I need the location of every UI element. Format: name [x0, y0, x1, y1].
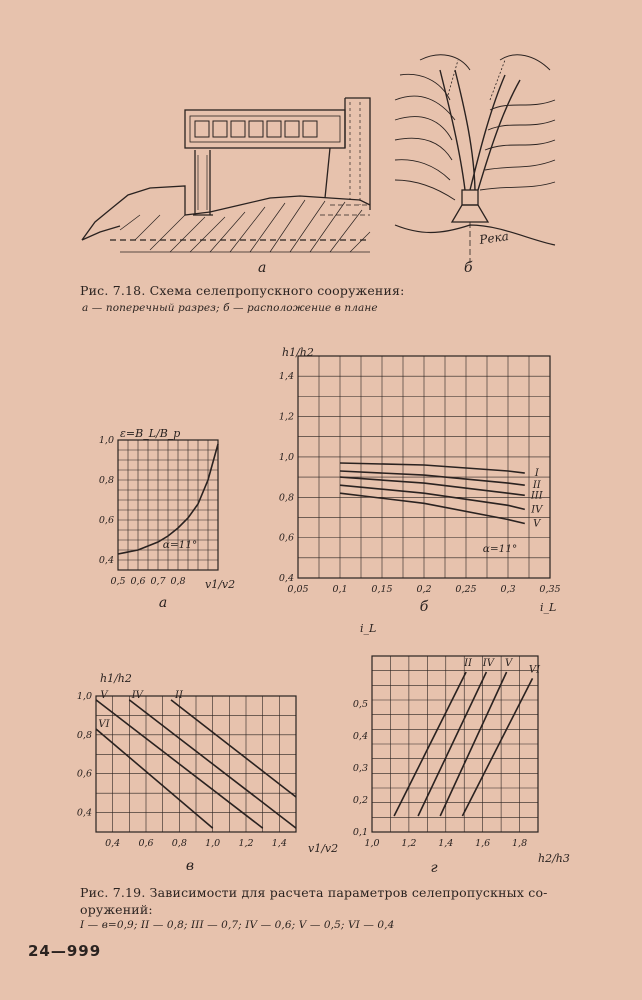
y-axis-label: h1/h2 — [100, 672, 132, 685]
y-tick-label: 0,2 — [352, 795, 368, 806]
figure-719-caption-title: Рис. 7.19. Зависимости для расчета параметров селепропускных со- — [80, 885, 548, 900]
y-axis-label: ε=B_L/B_p — [120, 427, 181, 440]
series-line-V — [340, 493, 525, 523]
y-tick-label: 0,3 — [352, 763, 368, 774]
series-label-II: II — [532, 480, 541, 492]
y-tick-label: 0,4 — [76, 807, 92, 819]
x-tick-label: 1,0 — [364, 838, 380, 849]
figure-719-caption-title-2: оружений: — [80, 902, 153, 917]
y-tick-label: 0,6 — [76, 768, 92, 780]
x-tick-label: 0,3 — [500, 584, 516, 595]
x-tick-label: 0,2 — [416, 584, 432, 595]
y-tick-label: 1,0 — [98, 435, 114, 446]
y-tick-label: 0,4 — [98, 555, 114, 566]
y-tick-label: 0,4 — [278, 573, 294, 584]
figure-718-caption-title: Рис. 7.18. Схема селепропускного сооружения: — [80, 283, 405, 298]
x-tick-label: 0,6 — [130, 576, 146, 587]
series-line-III — [340, 477, 525, 495]
x-tick-label: 1,6 — [475, 838, 491, 849]
x-tick-label: 0,1 — [332, 584, 348, 595]
series-label-V: V — [505, 658, 513, 669]
y-tick-label: 1,4 — [278, 371, 294, 383]
chart-sublabel: г — [430, 860, 438, 876]
y-axis-label: h1/h2 — [282, 346, 314, 359]
series-label-I: I — [534, 468, 539, 480]
chart-sublabel: а — [158, 595, 168, 611]
x-tick-label: 0,35 — [539, 584, 561, 595]
chart-g — [353, 622, 570, 876]
chart-annotation: α=11° — [162, 539, 198, 551]
x-tick-label: 1,2 — [238, 838, 254, 849]
x-tick-label: 0,05 — [287, 584, 309, 595]
y-tick-label: 0,8 — [76, 729, 92, 741]
x-tick-label: 1,8 — [512, 838, 528, 849]
x-axis-label: i_L — [540, 601, 557, 614]
series-label-VI: VI — [98, 719, 110, 731]
x-tick-label: 0,5 — [110, 576, 126, 587]
chart-v — [77, 672, 338, 874]
y-tick-label: 1,0 — [278, 451, 294, 463]
x-axis-label: v1/v2 — [308, 842, 339, 855]
chart-a — [99, 427, 235, 611]
series-label-IV: IV — [131, 689, 143, 701]
y-tick-label: 0,8 — [278, 492, 294, 504]
y-tick-label: 1,2 — [278, 411, 294, 423]
x-tick-label: 1,2 — [401, 838, 417, 849]
x-tick-label: 1,4 — [271, 838, 287, 849]
series-label-II: II — [175, 689, 183, 701]
x-axis-label: v1/v2 — [205, 578, 236, 591]
x-tick-label: 1,4 — [438, 838, 454, 849]
y-tick-label: 0,1 — [352, 827, 368, 838]
y-axis-label: i_L — [360, 622, 377, 635]
chart-sublabel: в — [185, 858, 195, 874]
x-tick-label: 0,8 — [171, 838, 187, 849]
y-tick-label: 0,6 — [278, 532, 294, 544]
x-tick-label: 0,8 — [170, 576, 186, 587]
x-tick-label: 1,0 — [205, 838, 221, 849]
chart-sublabel: б — [419, 599, 429, 615]
x-tick-label: 0,15 — [371, 584, 393, 595]
series-label-III: III — [530, 490, 543, 502]
series-label-V: V — [100, 689, 108, 701]
figure-718-caption-legend: а — поперечный разрез; б — расположение в плане — [82, 302, 378, 314]
series-label-VI: VI — [528, 664, 541, 676]
series-label-II: II — [464, 658, 473, 669]
y-tick-label: 0,4 — [352, 731, 368, 742]
x-tick-label: 0,7 — [150, 576, 166, 587]
figure-719-caption-legend: I — в=0,9; II — 0,8; III — 0,7; IV — 0,6; V — 0,5; VI — 0,4 — [80, 919, 395, 931]
series-label-IV: IV — [482, 658, 494, 669]
x-tick-label: 0,4 — [105, 838, 121, 849]
figure-718-label-a: а — [258, 260, 267, 276]
series-line-II — [171, 700, 296, 797]
series-line-II — [340, 471, 525, 485]
page-number: 24—999 — [28, 942, 102, 960]
chart-annotation: α=11° — [482, 543, 518, 555]
river-label: Река — [478, 229, 510, 247]
x-tick-label: 0,6 — [138, 838, 154, 849]
y-tick-label: 0,5 — [352, 699, 368, 710]
x-axis-label: h2/h3 — [538, 852, 570, 865]
chart-b — [279, 346, 561, 615]
series-label-IV: IV — [531, 504, 543, 516]
figure-718-label-b: б — [464, 260, 473, 276]
y-tick-label: 0,6 — [98, 515, 114, 526]
y-tick-label: 0,8 — [98, 475, 114, 486]
y-tick-label: 1,0 — [76, 691, 92, 702]
x-tick-label: 0,25 — [455, 584, 477, 595]
series-label-V: V — [533, 518, 541, 530]
